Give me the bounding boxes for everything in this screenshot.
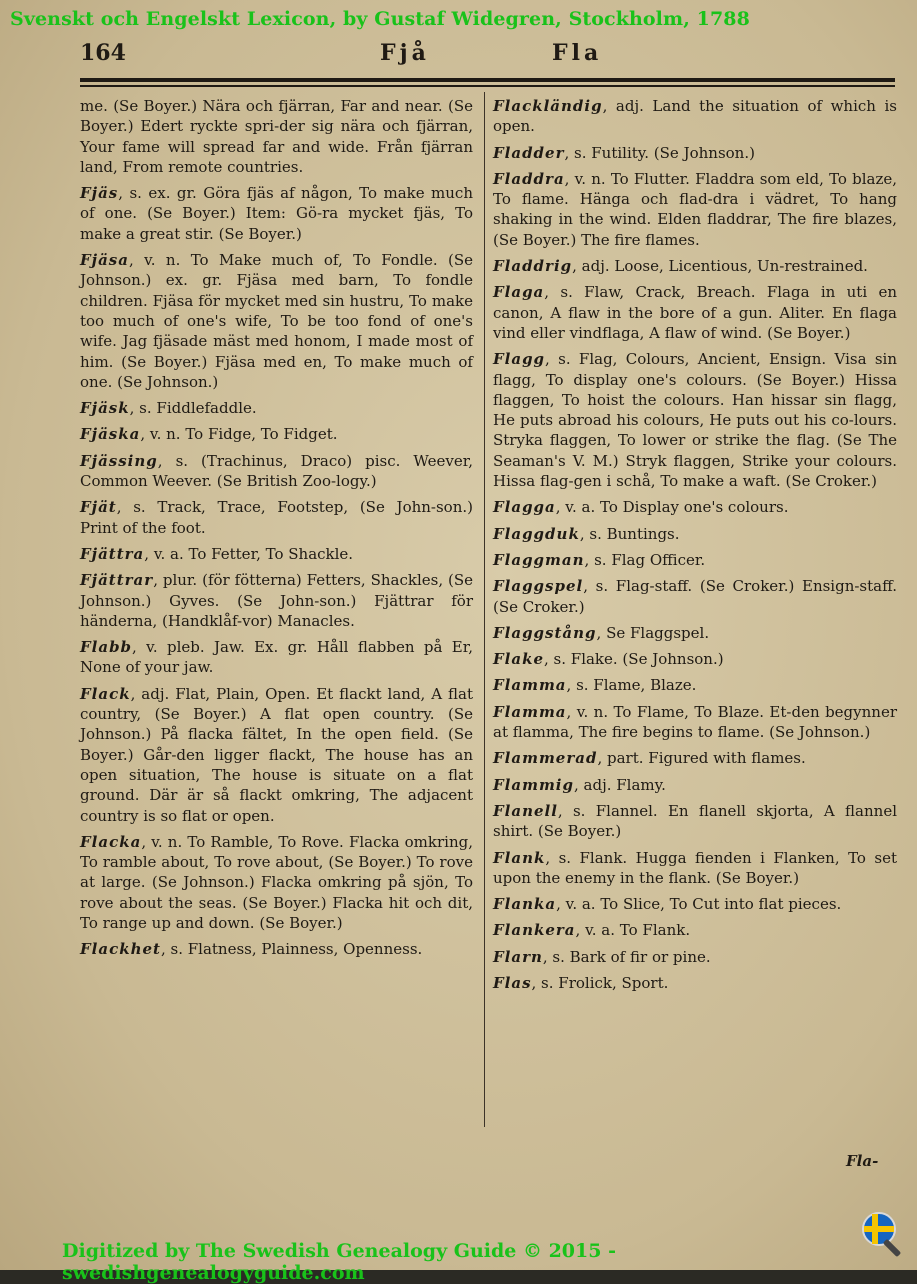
- dictionary-entry: [80, 637, 473, 678]
- entry-definition: , adj. Flamy.: [574, 775, 666, 794]
- header-rule-thin: [80, 85, 895, 87]
- headword: Flagga: [493, 498, 556, 517]
- headword: Flagg: [493, 350, 546, 369]
- dictionary-entry: [80, 684, 473, 826]
- right-column: [493, 96, 897, 999]
- dictionary-entry: [493, 550, 897, 570]
- headword: Flacka: [80, 832, 142, 851]
- entry-definition: , v. n. To Ramble, To Rove. Flacka omkring, To ramble about, To rove about, (Se Boyer.) To rove at large. (Se Johnson.) Flacka omkring på sjön, To rove about the seas. (Se Boyer.) Flacka hit och dit, To range up and down. (Se Boyer.): [80, 832, 473, 932]
- dictionary-entry: [493, 282, 897, 343]
- dictionary-entry: [493, 801, 897, 842]
- headword: Flamma: [493, 676, 567, 695]
- headword: Flaggman: [493, 550, 585, 569]
- left-column: [80, 96, 473, 966]
- dictionary-entry: [493, 775, 897, 795]
- page-number: 164: [80, 40, 126, 66]
- headword: Flamma: [493, 702, 567, 721]
- dictionary-entry: [80, 398, 473, 418]
- headword: Flackhet: [80, 940, 161, 959]
- entry-definition: me. (Se Boyer.) Nära och fjärran, Far and near. (Se Boyer.) Edert ryckte spri-der sig nära och fjärran, Your fame will spread far and wide. Från fjärran land, From remote countries.: [80, 97, 473, 176]
- dictionary-entry: [493, 576, 897, 617]
- entry-definition: , v. a. To Flank.: [575, 921, 691, 940]
- entry-definition: , s. Track, Trace, Footstep, (Se John-son.) Print of the foot.: [80, 498, 473, 537]
- entry-definition: , s. Flannel. En flanell skjorta, A flannel shirt. (Se Boyer.): [493, 801, 897, 841]
- dictionary-entry: [80, 424, 473, 444]
- source-banner: Svenskt och Engelskt Lexicon, by Gustaf Widegren, Stockholm, 1788: [10, 8, 750, 30]
- headword: Fjäska: [80, 425, 141, 444]
- entry-definition: , s. Flag-staff. (Se Croker.) Ensign-staff. (Se Croker.): [493, 577, 897, 616]
- headword: Flaga: [493, 283, 545, 302]
- headword: Fjäsa: [80, 251, 129, 270]
- dictionary-entry: [493, 256, 897, 276]
- dictionary-entry: [80, 544, 473, 564]
- entry-definition: , Se Flaggspel.: [596, 623, 710, 642]
- headword: Fjättra: [80, 544, 145, 563]
- headword: Flabb: [80, 638, 133, 657]
- dictionary-entry: [493, 623, 897, 643]
- headword: Flarn: [493, 947, 543, 966]
- entry-definition: , v. n. To Flame, To Blaze. Et-den begynner at flamma, The fire begins to flame. (Se Johnson.): [493, 702, 897, 742]
- headword: Flammerad: [493, 749, 598, 768]
- entry-definition: , s. Buntings.: [579, 524, 680, 543]
- dictionary-entry: [493, 349, 897, 491]
- headword: Flackländig: [493, 97, 603, 115]
- headword: Flaggspel: [493, 577, 584, 596]
- entry-definition: , v. a. To Slice, To Cut into flat pieces.: [556, 895, 842, 914]
- headword: Fjättrar: [80, 571, 154, 590]
- headword: Flas: [493, 973, 532, 992]
- entry-definition: , s. ex. gr. Göra fjäs af någon, To make much of one. (Se Boyer.) Item: Gö-ra mycket fjäs, To make a great stir. (Se Boyer.): [80, 184, 473, 243]
- headword: Fjässing: [80, 451, 158, 470]
- dictionary-entry: [493, 649, 897, 669]
- headword: Flanka: [493, 895, 557, 914]
- entry-definition: , plur. (för fötterna) Fetters, Shackles, (Se Johnson.) Gyves. (Se John-son.) Fjättrar för händerna, (Handklåf-vor) Manacles.: [80, 571, 473, 630]
- headword: Flammig: [493, 775, 574, 794]
- dictionary-entry: [493, 702, 897, 743]
- entry-definition: , s. (Trachinus, Draco) pisc. Weever, Common Weever. (Se British Zoo-logy.): [80, 451, 473, 491]
- entry-definition: , s. Flaw, Crack, Breach. Flaga in uti en canon, A flaw in the bore of a gun. Aliter. En flaga vind eller vindflaga, A flaw of wind. (Se Boyer.): [493, 283, 897, 342]
- dictionary-entry: [493, 748, 897, 768]
- dictionary-entry: [80, 939, 473, 959]
- entry-definition: , v. a. To Display one's colours.: [555, 498, 789, 517]
- dictionary-entry: [80, 96, 473, 177]
- entry-definition: , adj. Flat, Plain, Open. Et flackt land, A flat country, (Se Boyer.) A flat open country. (Se Johnson.) På flacka fältet, In the open field. (Se Boyer.) Går-den ligger flackt, The house has an open situation, The house is situate on a flat ground. Där är så flackt omkring, The adjacent country is so flat or open.: [80, 684, 473, 825]
- dictionary-entry: [493, 920, 897, 940]
- dictionary-entry: [80, 832, 473, 933]
- headword: Flankera: [493, 921, 576, 940]
- entry-definition: , v. n. To Fidge, To Fidget.: [140, 425, 338, 444]
- column-divider: [484, 92, 485, 1127]
- headword: Fladdrig: [493, 257, 573, 276]
- entry-definition: , s. Frolick, Sport.: [531, 973, 669, 992]
- dictionary-entry: [80, 451, 473, 492]
- dictionary-entry: [493, 524, 897, 544]
- dictionary-entry: [493, 675, 897, 695]
- digitizer-credit: Digitized by The Swedish Genealogy Guide © 2015 - swedishgenealogyguide.com: [62, 1240, 616, 1284]
- dictionary-entry: [80, 497, 473, 538]
- dictionary-entry: [493, 169, 897, 250]
- left-guide-word: Fjå: [380, 40, 430, 66]
- headword: Flaggduk: [493, 524, 580, 543]
- entry-definition: , s. Futility. (Se Johnson.): [564, 143, 755, 162]
- swedish-flag-magnifier-icon: [862, 1212, 896, 1246]
- entry-definition: , s. Flame, Blaze.: [566, 676, 697, 695]
- catchword: Fla-: [846, 1152, 879, 1170]
- headword: Fjät: [80, 498, 117, 517]
- headword: Flaggstång: [493, 623, 597, 642]
- entry-definition: , v. n. To Make much of, To Fondle. (Se Johnson.) ex. gr. Fjäsa med barn, To fondle children. Fjäsa för mycket med sin hustru, To make too much of one's wife, To be too fond of one's wife. Jag fjäsade mäst med honom, I made most of him. (Se Boyer.) Fjäsa med en, To make much of one. (Se Johnson.): [80, 251, 473, 391]
- headword: Flanell: [493, 801, 558, 820]
- dictionary-entry: [493, 96, 897, 137]
- entry-definition: , part. Figured with flames.: [597, 749, 806, 768]
- headword: Flake: [493, 650, 545, 669]
- headword: Flack: [80, 684, 131, 703]
- dictionary-entry: [493, 848, 897, 889]
- entry-definition: , s. Flatness, Plainness, Openness.: [160, 940, 423, 959]
- dictionary-entry: [80, 183, 473, 244]
- headword: Fladdra: [493, 169, 565, 188]
- entry-definition: , v. a. To Fetter, To Shackle.: [144, 544, 354, 563]
- dictionary-entry: [493, 143, 897, 163]
- entry-definition: , s. Flake. (Se Johnson.): [544, 650, 724, 669]
- dictionary-entry: [493, 894, 897, 914]
- dictionary-entry: [493, 947, 897, 967]
- headword: Flank: [493, 848, 546, 867]
- dictionary-entry: [493, 497, 897, 517]
- entry-definition: , s. Flank. Hugga fienden i Flanken, To set upon the enemy in the flank. (Se Boyer.): [493, 848, 897, 887]
- entry-definition: , s. Bark of fir or pine.: [542, 947, 711, 966]
- entry-definition: , adj. Land the situation of which is open.: [493, 97, 897, 136]
- entry-definition: , s. Fiddlefaddle.: [129, 399, 257, 418]
- entry-definition: , v. pleb. Jaw. Ex. gr. Håll flabben på Er, None of your jaw.: [80, 638, 473, 677]
- headword: Fjäsk: [80, 399, 130, 418]
- right-guide-word: Fla: [552, 40, 603, 66]
- entry-definition: , s. Flag, Colours, Ancient, Ensign. Visa sin flagg, To display one's colours. (Se Boyer.) Hissa flaggen, To hoist the colours. Han hissar sin flagg, He puts abroad his colours, He puts out his co-lours. Stryka flaggen, To lower or strike the flag. (Se The Seaman's V. M.) Stryk flaggen, Strike your colours. Hissa flag-gen i schå, To make a waft. (Se Croker.): [493, 350, 897, 491]
- dictionary-entry: [80, 250, 473, 392]
- header-rule: [80, 78, 895, 82]
- headword: Fjäs: [80, 184, 119, 203]
- entry-definition: , adj. Loose, Licentious, Un-restrained.: [572, 257, 868, 276]
- dictionary-entry: [493, 973, 897, 993]
- entry-definition: , v. n. To Flutter. Fladdra som eld, To blaze, To flame. Hänga och flad-dra i vädret, To hang shaking in the wind. Elden fladdrar, The fire blazes, (Se Boyer.) The fire flames.: [493, 169, 897, 249]
- dictionary-entry: [80, 570, 473, 631]
- headword: Fladder: [493, 143, 565, 162]
- entry-definition: , s. Flag Officer.: [584, 550, 706, 569]
